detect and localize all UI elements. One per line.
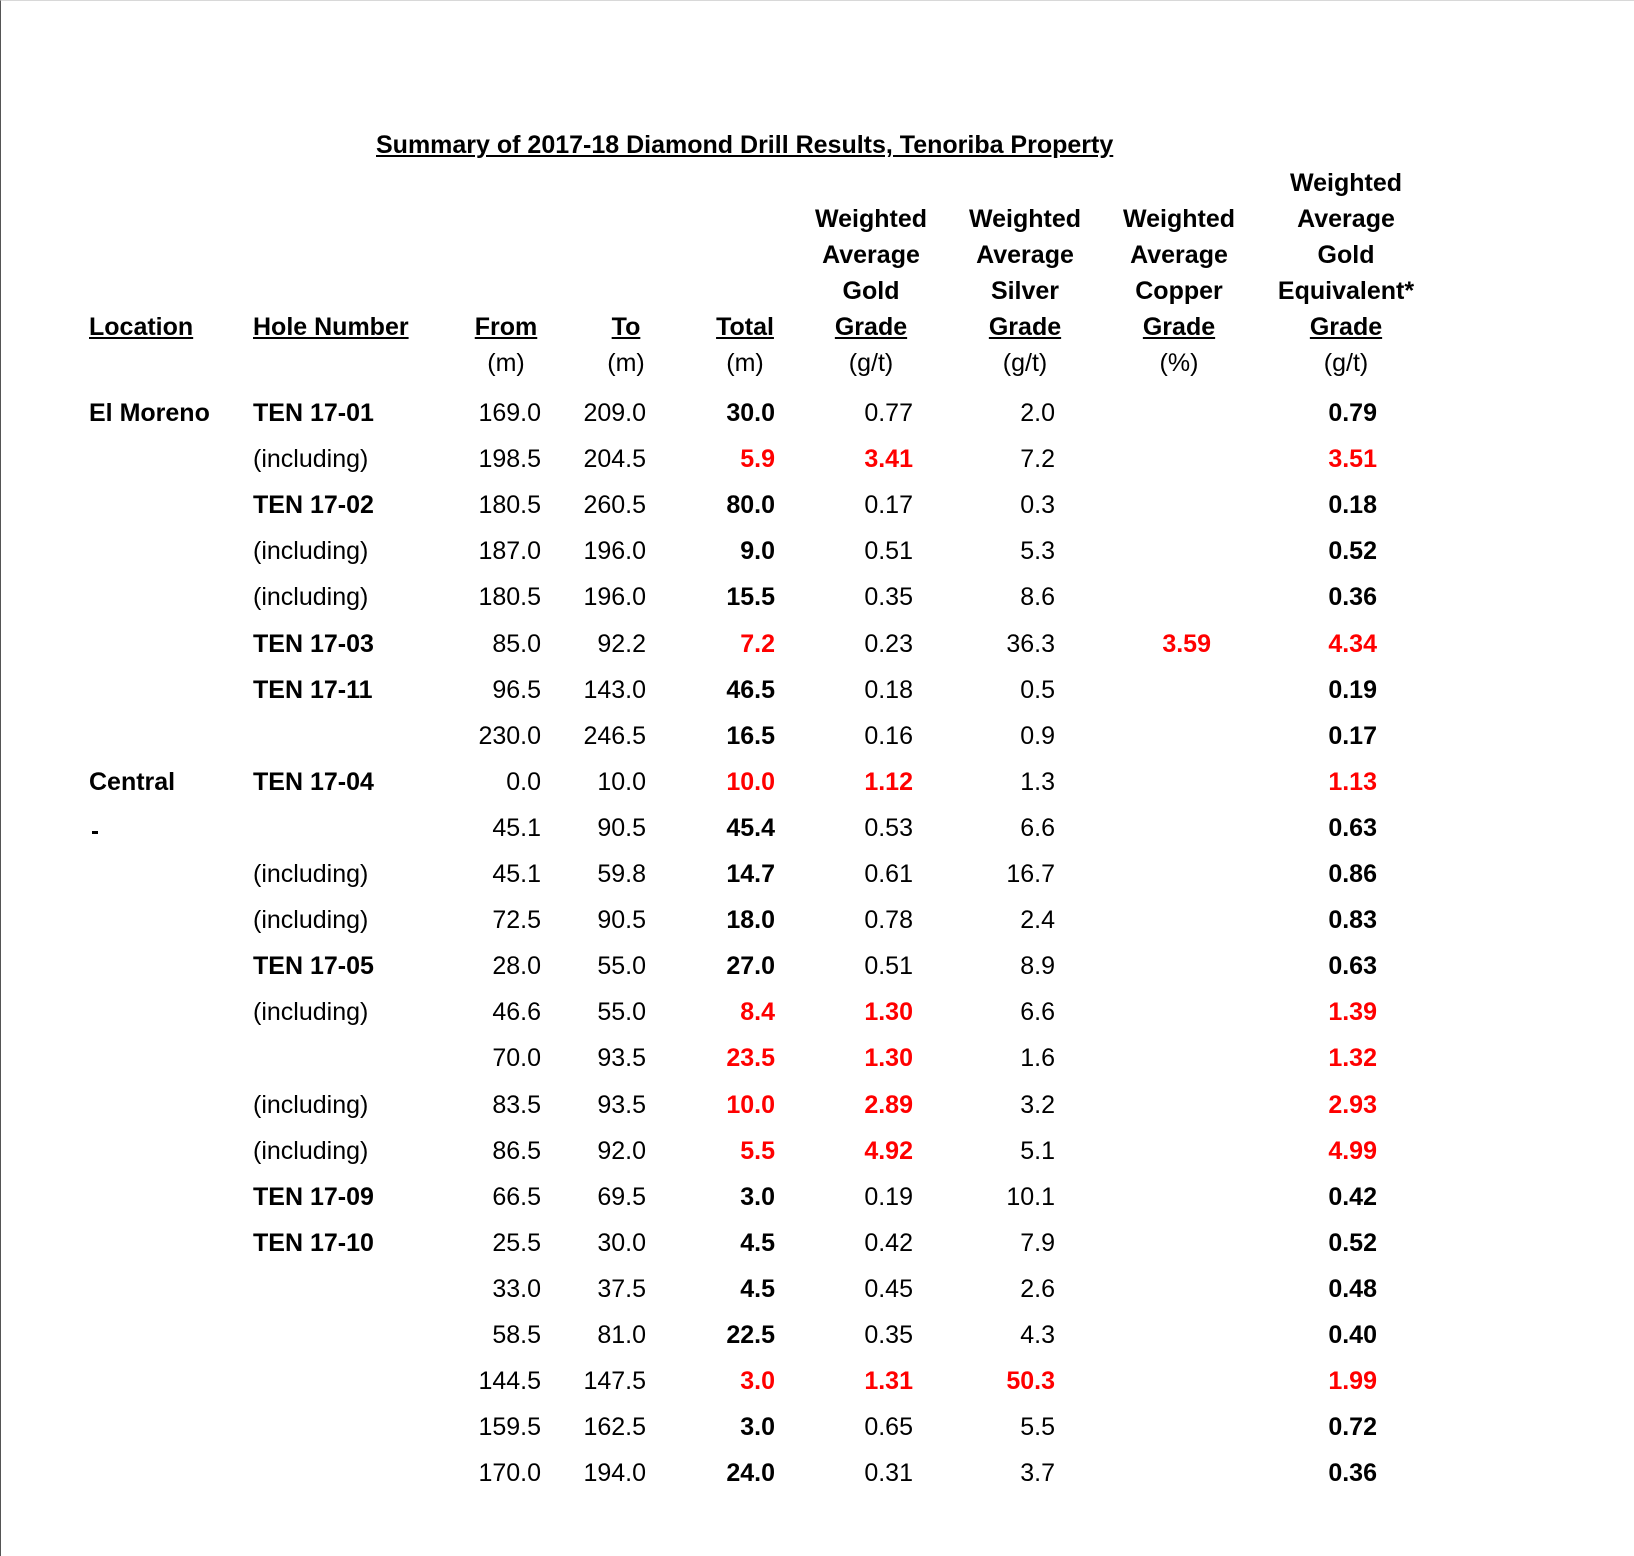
to-cell: 81.0 [597,1321,646,1349]
silver-grade-cell: 2.0 [1020,399,1055,427]
silver-grade-cell: 7.9 [1020,1228,1055,1257]
gold-grade-cell: 0.51 [864,537,913,566]
stray-mark [92,831,98,834]
silver-grade-cell: 3.2 [1020,1090,1055,1119]
header-location-label: Location [89,313,194,341]
to-cell: 162.5 [583,1413,646,1442]
gold-grade-cell: 4.92 [864,1136,913,1165]
header-gold-label: Grade [834,313,908,341]
from-cell: 96.5 [492,675,541,704]
table-row [1,804,1634,852]
from-cell: 66.5 [492,1182,541,1211]
header-equiv-line-3: Gold [1317,241,1375,269]
header-to-unit: (m) [607,349,645,377]
gold-grade-cell: 0.16 [864,721,913,750]
table-row [1,1265,1634,1313]
from-cell: 198.5 [478,445,541,474]
gold-equivalent-cell: 0.36 [1328,583,1377,612]
header-copper-unit: (%) [1159,349,1199,377]
total-cell: 3.0 [740,1367,775,1396]
gold-grade-cell: 2.89 [864,1090,913,1119]
to-cell: 69.5 [597,1182,646,1211]
header-copper-label: Grade [1142,313,1216,341]
table-row [1,1219,1634,1267]
total-cell: 4.5 [740,1228,775,1257]
gold-grade-cell: 0.77 [864,399,913,427]
total-cell: 9.0 [740,537,775,566]
total-cell: 46.5 [726,675,775,704]
table-row [1,712,1634,760]
from-cell: 45.1 [492,813,541,842]
from-cell: 187.0 [478,537,541,566]
gold-equivalent-cell: 0.79 [1328,399,1377,427]
total-cell: 5.9 [740,445,775,474]
gold-equivalent-cell: 0.42 [1328,1182,1377,1211]
from-cell: 144.5 [478,1367,541,1396]
hole-number-cell: (including) [253,583,369,612]
header-equiv-line-2: Average [1297,205,1395,233]
silver-grade-cell: 16.7 [1006,860,1055,888]
total-cell: 30.0 [726,399,775,427]
header-silver-line-1: Weighted [968,205,1082,233]
silver-grade-cell: 3.7 [1020,1459,1055,1488]
header-to [586,309,666,381]
table-row [1,1034,1634,1082]
header-gold-equivalent-grade [1266,165,1426,381]
gold-equivalent-cell: 4.99 [1328,1136,1377,1165]
location-cell: Central [89,767,176,796]
table-row [1,527,1634,575]
table-row [1,942,1634,990]
silver-grade-cell: 1.6 [1020,1044,1055,1073]
copper-grade-cell: 3.59 [1162,629,1211,658]
from-cell: 180.5 [478,583,541,612]
gold-equivalent-cell: 3.51 [1328,445,1377,474]
total-cell: 18.0 [726,906,775,935]
gold-equivalent-cell: 0.19 [1328,675,1377,704]
hole-number-cell: TEN 17-01 [253,399,374,427]
header-copper-grade [1109,201,1249,381]
header-equiv-line-4: Equivalent* [1277,277,1415,305]
silver-grade-cell: 0.5 [1020,675,1055,704]
header-gold-line-3: Gold [842,277,900,305]
gold-equivalent-cell: 0.36 [1328,1459,1377,1488]
total-cell: 3.0 [740,1182,775,1211]
silver-grade-cell: 0.3 [1020,491,1055,520]
total-cell: 16.5 [726,721,775,750]
silver-grade-cell: 1.3 [1020,767,1055,796]
to-cell: 246.5 [583,721,646,750]
header-hole-number [253,309,409,345]
hole-number-cell: (including) [253,906,369,935]
gold-grade-cell: 1.31 [864,1367,913,1396]
to-cell: 93.5 [597,1090,646,1119]
to-cell: 30.0 [597,1228,646,1257]
silver-grade-cell: 8.6 [1020,583,1055,612]
to-cell: 59.8 [597,860,646,888]
gold-equivalent-cell: 0.40 [1328,1321,1377,1349]
gold-grade-cell: 0.18 [864,675,913,704]
header-silver-line-3: Silver [990,277,1060,305]
from-cell: 28.0 [492,952,541,981]
hole-number-cell: (including) [253,998,369,1027]
table-row [1,1403,1634,1451]
gold-grade-cell: 0.42 [864,1228,913,1257]
total-cell: 5.5 [740,1136,775,1165]
table-row [1,758,1634,806]
to-cell: 92.2 [597,629,646,658]
table-row [1,1173,1634,1221]
gold-equivalent-cell: 1.39 [1328,998,1377,1027]
gold-equivalent-cell: 0.52 [1328,1228,1377,1257]
silver-grade-cell: 36.3 [1006,629,1055,658]
total-cell: 10.0 [726,1090,775,1119]
hole-number-cell: (including) [253,860,369,888]
to-cell: 147.5 [583,1367,646,1396]
from-cell: 180.5 [478,491,541,520]
total-cell: 27.0 [726,952,775,981]
to-cell: 10.0 [597,767,646,796]
table-row [1,1311,1634,1359]
table-row [1,1357,1634,1405]
gold-equivalent-cell: 1.32 [1328,1044,1377,1073]
silver-grade-cell: 0.9 [1020,721,1055,750]
header-hole-label: Hole Number [253,313,409,341]
header-equiv-unit: (g/t) [1323,349,1369,377]
gold-equivalent-cell: 2.93 [1328,1090,1377,1119]
silver-grade-cell: 8.9 [1020,952,1055,981]
hole-number-cell: TEN 17-10 [253,1228,374,1257]
gold-grade-cell: 0.51 [864,952,913,981]
total-cell: 4.5 [740,1274,775,1303]
silver-grade-cell: 6.6 [1020,813,1055,842]
to-cell: 93.5 [597,1044,646,1073]
total-cell: 22.5 [726,1321,775,1349]
header-from-unit: (m) [487,349,525,377]
to-cell: 196.0 [583,537,646,566]
total-cell: 15.5 [726,583,775,612]
header-equiv-line-1: Weighted [1289,169,1403,197]
gold-equivalent-cell: 0.86 [1328,860,1377,888]
header-equiv-label: Grade [1309,313,1383,341]
silver-grade-cell: 2.4 [1020,906,1055,935]
gold-grade-cell: 3.41 [864,445,913,474]
gold-grade-cell: 0.65 [864,1413,913,1442]
header-silver-grade [955,201,1095,381]
from-cell: 25.5 [492,1228,541,1257]
to-cell: 37.5 [597,1274,646,1303]
gold-grade-cell: 1.12 [864,767,913,796]
header-gold-line-1: Weighted [814,205,928,233]
gold-equivalent-cell: 0.63 [1328,952,1377,981]
header-total-label: Total [716,313,774,341]
total-cell: 8.4 [740,998,775,1027]
to-cell: 196.0 [583,583,646,612]
gold-grade-cell: 0.31 [864,1459,913,1488]
table-row [1,435,1634,483]
header-copper-line-3: Copper [1135,277,1223,305]
to-cell: 92.0 [597,1136,646,1165]
gold-grade-cell: 0.35 [864,583,913,612]
from-cell: 72.5 [492,906,541,935]
table-row [1,1127,1634,1175]
silver-grade-cell: 50.3 [1006,1367,1055,1396]
total-cell: 80.0 [726,491,775,520]
to-cell: 209.0 [583,399,646,427]
header-total [705,309,785,381]
hole-number-cell: (including) [253,1136,369,1165]
to-cell: 55.0 [597,952,646,981]
hole-number-cell: (including) [253,1090,369,1119]
silver-grade-cell: 2.6 [1020,1274,1055,1303]
gold-equivalent-cell: 0.83 [1328,906,1377,935]
from-cell: 70.0 [492,1044,541,1073]
hole-number-cell: TEN 17-04 [253,767,374,796]
to-cell: 90.5 [597,813,646,842]
hole-number-cell: (including) [253,537,369,566]
gold-grade-cell: 0.17 [864,491,913,520]
to-cell: 55.0 [597,998,646,1027]
table-row [1,850,1634,898]
silver-grade-cell: 5.5 [1020,1413,1055,1442]
silver-grade-cell: 6.6 [1020,998,1055,1027]
header-from-label: From [474,313,538,341]
header-copper-line-2: Average [1130,241,1228,269]
gold-equivalent-cell: 0.18 [1328,491,1377,520]
gold-grade-cell: 0.35 [864,1321,913,1349]
from-cell: 0.0 [506,767,541,796]
hole-number-cell: TEN 17-03 [253,629,374,658]
to-cell: 143.0 [583,675,646,704]
from-cell: 170.0 [478,1459,541,1488]
table-row [1,1081,1634,1129]
gold-equivalent-cell: 0.63 [1328,813,1377,842]
header-gold-grade [801,201,941,381]
gold-grade-cell: 0.45 [864,1274,913,1303]
hole-number-cell: TEN 17-02 [253,491,374,520]
gold-equivalent-cell: 0.17 [1328,721,1377,750]
hole-number-cell: TEN 17-05 [253,952,374,981]
total-cell: 3.0 [740,1413,775,1442]
document-title: Summary of 2017-18 Diamond Drill Results, Tenoriba Property [376,131,1114,159]
table-row [1,481,1634,529]
header-location [89,309,193,345]
from-cell: 46.6 [492,998,541,1027]
from-cell: 45.1 [492,860,541,888]
from-cell: 85.0 [492,629,541,658]
total-cell: 10.0 [726,767,775,796]
hole-number-cell: (including) [253,445,369,474]
gold-grade-cell: 1.30 [864,998,913,1027]
header-to-label: To [611,313,641,341]
header-copper-line-1: Weighted [1122,205,1236,233]
table-row [1,896,1634,944]
hole-number-cell: TEN 17-11 [253,675,373,704]
from-cell: 86.5 [492,1136,541,1165]
table-row [1,620,1634,668]
header-gold-unit: (g/t) [848,349,894,377]
gold-equivalent-cell: 0.52 [1328,537,1377,566]
header-silver-unit: (g/t) [1002,349,1048,377]
table-row [1,573,1634,621]
silver-grade-cell: 4.3 [1020,1321,1055,1349]
silver-grade-cell: 5.1 [1020,1136,1055,1165]
gold-grade-cell: 0.61 [864,860,913,888]
header-silver-line-2: Average [976,241,1074,269]
from-cell: 230.0 [478,721,541,750]
hole-number-cell: TEN 17-09 [253,1182,374,1211]
table-row [1,1449,1634,1497]
from-cell: 169.0 [478,399,541,427]
from-cell: 159.5 [478,1413,541,1442]
total-cell: 24.0 [726,1459,775,1488]
header-total-unit: (m) [726,349,764,377]
gold-grade-cell: 0.53 [864,813,913,842]
silver-grade-cell: 10.1 [1006,1182,1055,1211]
header-gold-line-2: Average [822,241,920,269]
from-cell: 33.0 [492,1274,541,1303]
header-silver-label: Grade [988,313,1062,341]
total-cell: 14.7 [726,860,775,888]
gold-grade-cell: 0.19 [864,1182,913,1211]
total-cell: 23.5 [726,1044,775,1073]
silver-grade-cell: 7.2 [1020,445,1055,474]
to-cell: 90.5 [597,906,646,935]
to-cell: 260.5 [583,491,646,520]
location-cell: El Moreno [89,399,210,427]
to-cell: 204.5 [583,445,646,474]
total-cell: 7.2 [740,629,775,658]
gold-equivalent-cell: 4.34 [1328,629,1377,658]
gold-equivalent-cell: 0.48 [1328,1274,1377,1303]
gold-equivalent-cell: 1.99 [1328,1367,1377,1396]
table-row [1,988,1634,1036]
gold-equivalent-cell: 1.13 [1328,767,1377,796]
total-cell: 45.4 [726,813,775,842]
from-cell: 58.5 [492,1321,541,1349]
silver-grade-cell: 5.3 [1020,537,1055,566]
gold-grade-cell: 0.78 [864,906,913,935]
gold-grade-cell: 1.30 [864,1044,913,1073]
gold-grade-cell: 0.23 [864,629,913,658]
gold-equivalent-cell: 0.72 [1328,1413,1377,1442]
to-cell: 194.0 [583,1459,646,1488]
table-row [1,666,1634,714]
header-from [466,309,546,381]
from-cell: 83.5 [492,1090,541,1119]
table-row [1,389,1634,437]
